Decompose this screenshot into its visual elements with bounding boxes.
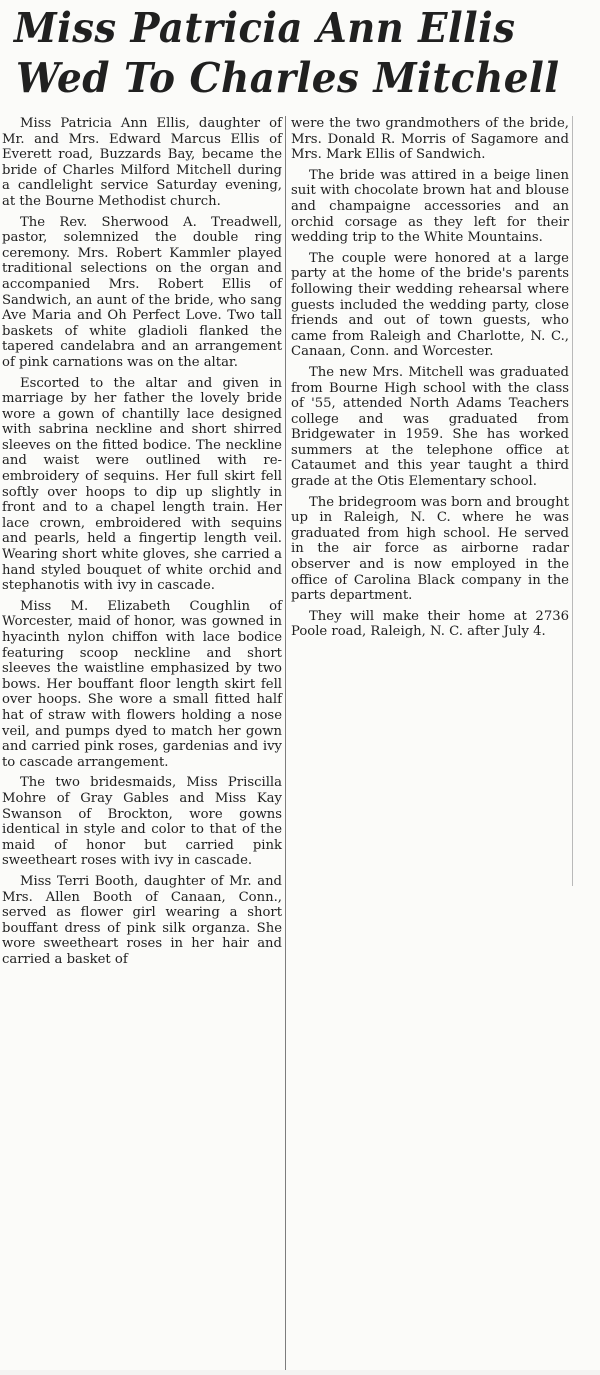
- right-column-edge: [572, 116, 573, 886]
- column-divider: [285, 116, 286, 1371]
- paragraph-bridegroom: The bridegroom was born and brought up in Raleigh, N. C. where he was graduated from high school. He served in the air force as airborne radar observer and is now employed in the office of Carolina Black company in the parts department.: [291, 494, 569, 604]
- paragraph-bride-education: The new Mrs. Mitchell was graduated from Bourne High school with the class of '55, attended North Adams Teachers college and was graduated from Bridgewater in 1959. She has worked summers at the telephone office at Cataumet and this year taught a third grade at the Otis Elementary school.: [291, 364, 569, 490]
- paragraph-ceremony: The Rev. Sherwood A. Treadwell, pastor, solemnized the double ring ceremony. Mrs. Robert Kammler played traditional selections on the organ and accompanied Mrs. Robert Ellis of Sandwich, an aunt of the bride, who sang Ave Maria and Oh Perfect Love. Two tall baskets of white gladioli flanked the tapered candelabra and an arrangement of pink carnations was on the altar.: [2, 214, 282, 370]
- paragraph-future-home: They will make their home at 2736 Poole road, Raleigh, N. C. after July 4.: [291, 608, 569, 640]
- paragraph-wedding-announcement: Miss Patricia Ann Ellis, daughter of Mr. and Mrs. Edward Marcus Ellis of Everett road, Buzzards Bay, became the bride of Charles Milford Mitchell during a candlelight service Saturday evening, at the Bourne Methodist church.: [2, 116, 282, 209]
- paragraph-bride-gown: Escorted to the altar and given in marriage by her father the lovely bride wore a gown of chantilly lace designed with sabrina neckline and short shirred sleeves on the fitted bodice. The neckline and waist were outlined with re-embroidery of sequins. Her full skirt fell softly over hoops to dip up slightly in front and to a chapel length train. Her lace crown, embroidered with sequins and pearls, held a fingertip length veil. Wearing short white gloves, she carried a hand styled bouquet of white orchid and stephanotis with ivy in cascade.: [2, 375, 282, 594]
- headline: [0, 0, 600, 100]
- paragraph-maid-of-honor: Miss M. Elizabeth Coughlin of Worcester, maid of honor, was gowned in hyacinth nylon chiffon with lace bodice featuring scoop neckline and short sleeves the waistline emphasized by two bows. Her bouffant floor length skirt fell over hoops. She wore a small fitted half hat of straw with flowers holding a nose veil, and pumps dyed to match her gown and carried pink roses, gardenias and ivy to cascade arrangement.: [2, 598, 282, 770]
- clipping-bottom-edge: [0, 1370, 600, 1375]
- paragraph-flower-girl: Miss Terri Booth, daughter of Mr. and Mrs. Allen Booth of Canaan, Conn., served as flower girl wearing a short bouffant dress of pink silk organza. She wore sweetheart roses in her hair and carried a basket of: [2, 873, 282, 967]
- headline-line-1: Miss Patricia Ann Ellis: [14, 4, 516, 52]
- paragraph-bridesmaids: The two bridesmaids, Miss Priscilla Mohre of Gray Gables and Miss Kay Swanson of Brockton, wore gowns identical in style and color to that of the maid of honor but carried pink sweetheart roses with ivy in cascade.: [2, 775, 282, 869]
- paragraph-grandmothers: were the two grandmothers of the bride, Mrs. Donald R. Morris of Sagamore and Mrs. Mark Ellis of Sandwich.: [291, 116, 569, 163]
- paragraph-rehearsal-party: The couple were honored at a large party at the home of the bride's parents following their wedding rehearsal where guests included the wedding party, close friends and out of town guests, who came from Raleigh and Charlotte, N. C., Canaan, Conn. and Worcester.: [291, 250, 569, 360]
- headline-line-2: Wed To Charles Mitchell: [16, 54, 560, 102]
- right-column: [291, 116, 569, 886]
- paragraph-travel-attire: The bride was attired in a beige linen suit with chocolate brown hat and blouse and champaigne accessories and an orchid corsage as they left for their wedding trip to the White Mountains.: [291, 167, 569, 246]
- left-column: [2, 116, 282, 1371]
